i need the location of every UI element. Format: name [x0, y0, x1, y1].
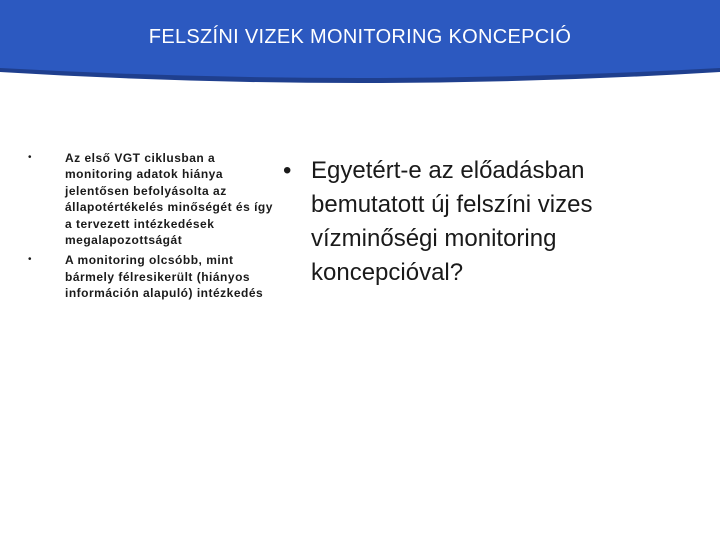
bullet-text: A monitoring olcsóbb, mint bármely félresikerült (hiányos információn alapuló) intézkedés [65, 253, 264, 301]
list-item [28, 252, 278, 301]
bullet-icon: • [283, 157, 292, 184]
list-item [283, 154, 683, 290]
left-bullet-list [28, 150, 278, 306]
list-item [28, 150, 278, 248]
bullet-icon: • [28, 152, 33, 163]
bullet-text: Az első VGT ciklusban a monitoring adatok hiánya jelentősen befolyásolta az állapotértékelés minőségét és így a tervezett intézkedések megalapozottságát [65, 151, 273, 248]
question-text: Egyetért-e az előadásban bemutatott új felszíni vizes vízminőségi monitoring koncepcióval? [311, 157, 593, 286]
right-bullet-list [283, 154, 683, 290]
slide-title: FELSZÍNI VIZEK MONITORING KONCEPCIÓ [148, 26, 572, 48]
bullet-icon: • [28, 254, 33, 266]
title-banner [0, 0, 720, 86]
